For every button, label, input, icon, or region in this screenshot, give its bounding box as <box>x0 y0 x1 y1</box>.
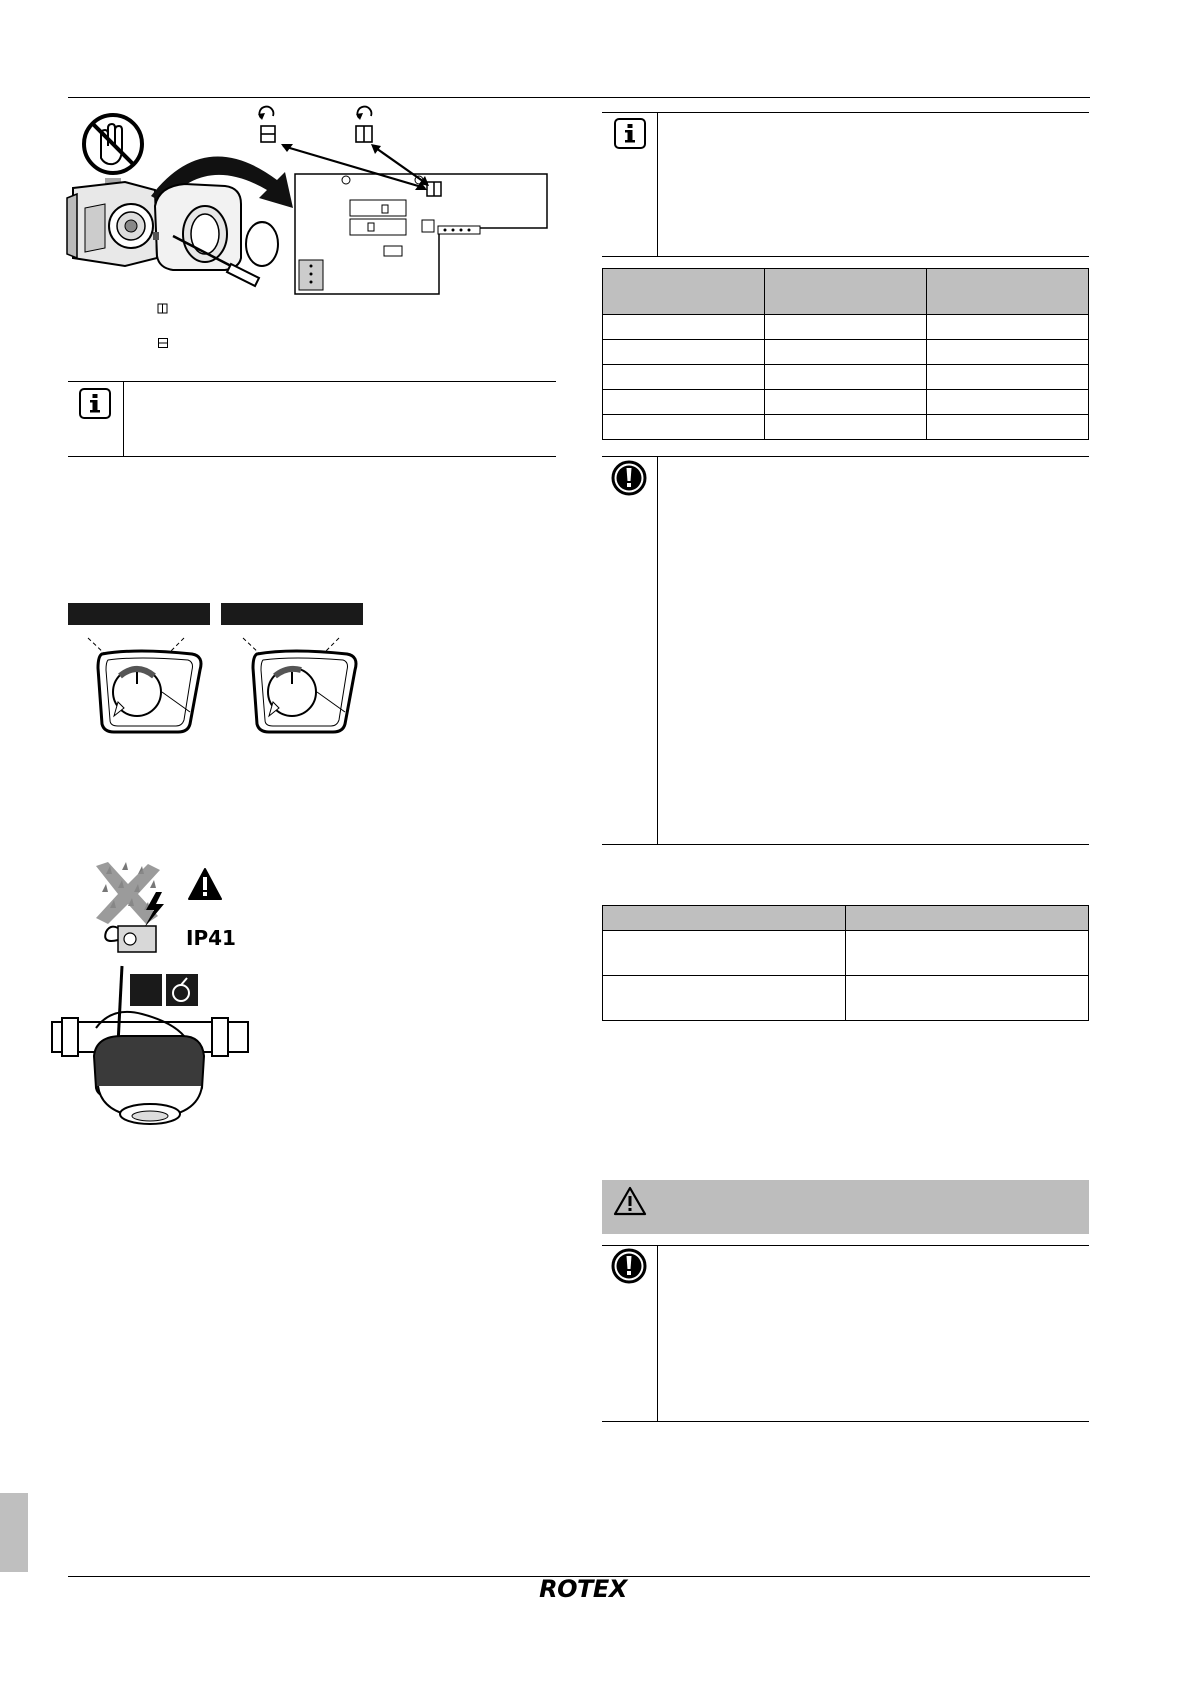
table-header-row <box>603 269 1089 315</box>
table-header-cell <box>846 906 1089 931</box>
notice-rule-top <box>602 456 1089 457</box>
right-info-rule-bottom <box>602 256 1089 257</box>
info-icon <box>79 388 111 419</box>
ip-rating-label: IP41 <box>186 926 236 950</box>
dial-label-bar-left <box>68 603 210 625</box>
info-note-rule-top <box>68 381 556 382</box>
switch-settings-table <box>602 268 1089 440</box>
dial-illustration-right <box>235 632 365 732</box>
warning-banner <box>602 1180 1089 1234</box>
switch-position-horizontal-icon <box>258 107 275 142</box>
notice-rule-bottom <box>602 844 1089 845</box>
table-row <box>603 415 1089 440</box>
info-icon-right <box>614 118 646 149</box>
notice2-rule-top <box>602 1245 1089 1246</box>
info-note-rule-bottom <box>68 456 556 457</box>
table-header-cell <box>764 269 927 315</box>
table-row <box>603 931 1089 976</box>
table-header-cell <box>927 269 1089 315</box>
table-header-cell <box>603 906 846 931</box>
valve-mounting-illustration <box>52 966 248 1134</box>
table-row <box>603 365 1089 390</box>
actuator-closed <box>153 184 278 286</box>
header-rule <box>68 97 1090 98</box>
notice-exclamation-icon-2 <box>611 1248 647 1284</box>
table-row <box>603 390 1089 415</box>
table-row <box>603 315 1089 340</box>
table-header-cell <box>603 269 765 315</box>
right-info-divider <box>657 112 658 256</box>
rotex-logo: ROTEX <box>539 1575 627 1603</box>
notice-exclamation-icon <box>611 460 647 496</box>
info-note-divider <box>123 381 124 456</box>
notice-divider <box>657 456 658 844</box>
dial-label-bar-right <box>221 603 363 625</box>
actuator-board-illustration <box>55 108 555 313</box>
connection-table <box>602 905 1089 1021</box>
warning-icon <box>612 1185 648 1217</box>
do-not-touch-icon <box>84 115 142 173</box>
right-info-rule-top <box>602 112 1089 113</box>
table-header-row <box>603 906 1089 931</box>
actuator-open-housing <box>67 182 157 266</box>
notice2-rule-bottom <box>602 1421 1089 1422</box>
circuit-board <box>295 174 547 294</box>
table-row <box>603 340 1089 365</box>
notice2-divider <box>657 1245 658 1421</box>
table-row <box>603 976 1089 1021</box>
chapter-side-tab <box>0 1493 28 1572</box>
switch-position-vertical-icon <box>356 107 372 142</box>
legend-horizontal-symbol <box>158 338 168 348</box>
no-moisture-illustration <box>88 862 168 954</box>
warning-triangle-icon <box>187 867 223 901</box>
dial-illustration-left <box>80 632 210 732</box>
